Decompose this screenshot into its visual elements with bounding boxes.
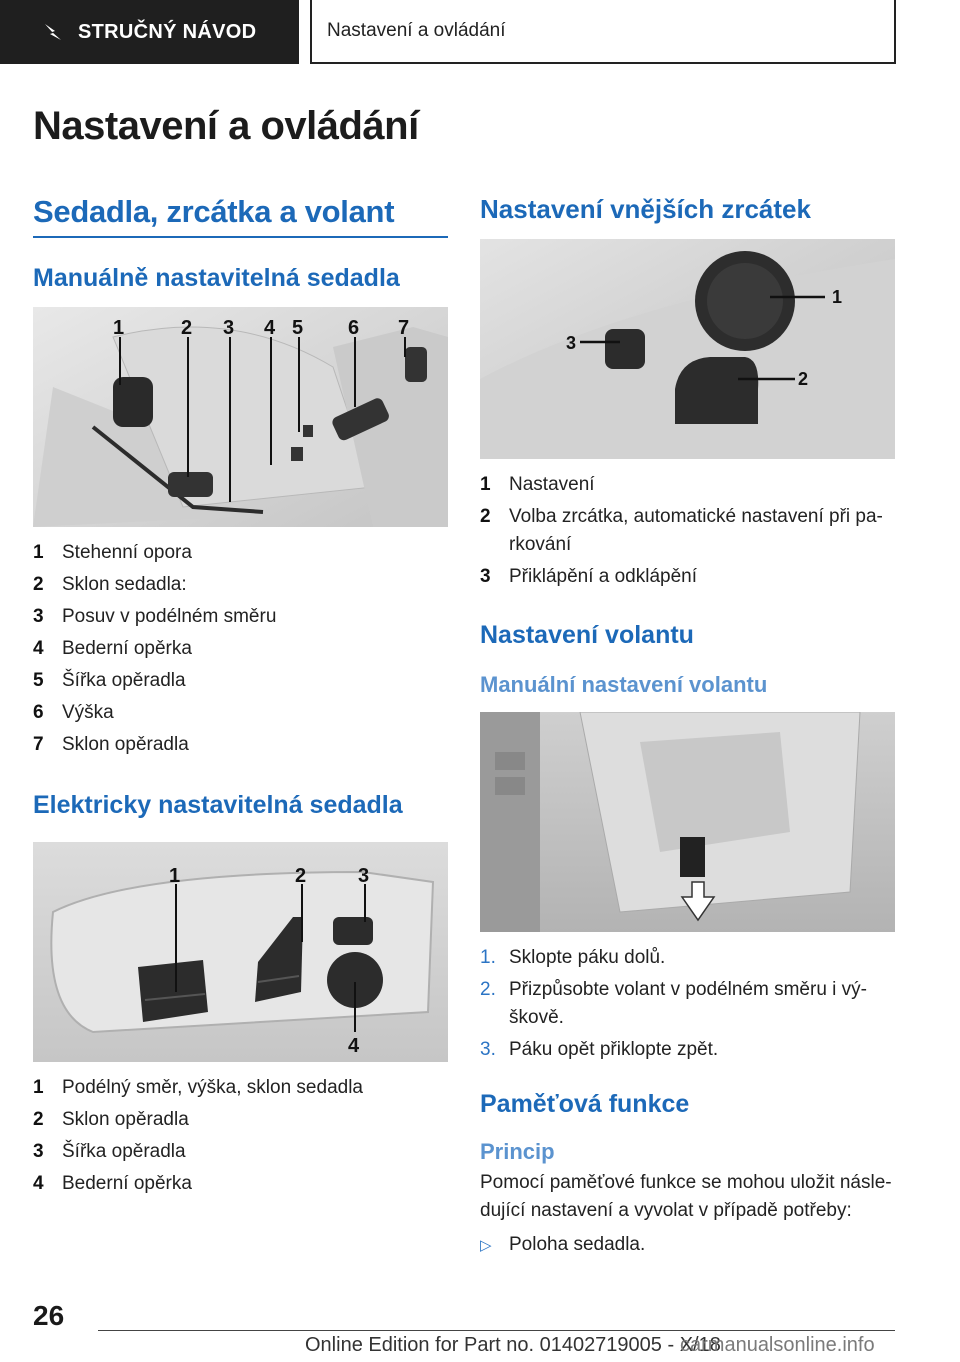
lightning-bolt-icon xyxy=(42,21,64,43)
footer-rule xyxy=(98,1330,895,1331)
electric-seats-title: Elektricky nastavitelná sedadla xyxy=(33,791,403,819)
list-item: 4 Bederní opěrka xyxy=(33,638,192,659)
step-item: 3. Páku opět přiklopte zpět. xyxy=(480,1039,719,1060)
callout-label: 6 xyxy=(348,317,360,339)
callout-label: 3 xyxy=(223,317,235,339)
callout-label: 5 xyxy=(292,317,304,339)
mirrors-title: Nastavení vnějších zrcátek xyxy=(480,194,811,224)
callout-label: 1 xyxy=(832,287,843,307)
list-item: 2 Sklon opěradla xyxy=(33,1109,189,1130)
manual-seat-callouts xyxy=(33,307,448,527)
mirror-legend xyxy=(480,471,895,591)
mirror-callouts xyxy=(480,239,895,459)
page-number: 26 xyxy=(33,1300,65,1331)
memory-title: Paměťová funkce xyxy=(480,1090,690,1118)
memory-bullet: ▷ Poloha sedadla. xyxy=(480,1231,895,1260)
memory-subtitle: Princip xyxy=(480,1139,555,1164)
left-column xyxy=(33,190,448,1202)
callout-label: 1 xyxy=(169,865,181,887)
step-item: 2. Přizpůsobte volant v podélném směru i vý-škově. xyxy=(480,979,867,1028)
list-item: 5 Šířka opěradla xyxy=(33,670,186,691)
step-item: 1. Sklopte páku dolů. xyxy=(480,947,666,968)
list-item: 4 Bederní opěrka xyxy=(33,1173,192,1194)
callout-label: 4 xyxy=(264,317,276,339)
mirror-control-figure xyxy=(480,239,895,459)
electric-seat-callouts xyxy=(33,842,448,1062)
list-item: 2 Sklon sedadla: xyxy=(33,574,187,595)
list-item: 3 Šířka opěradla xyxy=(33,1141,186,1162)
header-tab-label: STRUČNÝ NÁVOD xyxy=(78,20,257,43)
callout-label: 3 xyxy=(566,333,577,353)
steering-title: Nastavení volantu xyxy=(480,621,694,649)
edition-text: Online Edition for Part no. 01402719005 - X/18 xyxy=(305,1334,721,1356)
list-item: 7 Sklon opěradla xyxy=(33,734,189,755)
callout-label: 2 xyxy=(798,369,809,389)
manual-seat-legend xyxy=(33,539,448,759)
electric-seat-legend xyxy=(33,1074,448,1198)
callout-label: 2 xyxy=(181,317,193,339)
electric-seat-figure xyxy=(33,842,448,1062)
memory-paragraph: Pomocí paměťové funkce se mohou uložit násle-dující nastavení a vyvolat v případě potřeby: xyxy=(480,1172,892,1221)
manual-seat-figure xyxy=(33,307,448,527)
manual-seats-title: Manuálně nastavitelná sedadla xyxy=(33,264,400,292)
breadcrumb: Nastavení a ovládání xyxy=(310,0,896,64)
section-title: Sedadla, zrcátka a volant xyxy=(33,194,395,229)
watermark: carmanualsonline.info xyxy=(680,1334,875,1356)
callout-label: 1 xyxy=(113,317,125,339)
right-column xyxy=(480,190,895,1260)
list-item: 2 Volba zrcátka, automatické nastavení při pa-rkování xyxy=(480,506,883,555)
list-item: 3 Přiklápění a odklápění xyxy=(480,566,698,587)
list-item: 6 Výška xyxy=(33,702,114,723)
callout-label: 2 xyxy=(295,865,307,887)
page-title: Nastavení a ovládání xyxy=(33,104,419,148)
section-rule xyxy=(33,236,448,238)
list-item: 3 Posuv v podélném směru xyxy=(33,606,277,627)
list-item: 1 Nastavení xyxy=(480,474,595,495)
callout-label: 4 xyxy=(348,1035,360,1057)
triangle-right-icon: ▷ xyxy=(480,1237,492,1254)
steering-steps xyxy=(480,944,895,1064)
header-tab[interactable] xyxy=(0,0,299,64)
list-item: 1 Stehenní opora xyxy=(33,542,192,563)
list-item: 1 Podélný směr, výška, sklon sedadla xyxy=(33,1077,363,1098)
callout-label: 7 xyxy=(398,317,410,339)
callout-label: 3 xyxy=(358,865,370,887)
steering-figure xyxy=(480,712,895,932)
steering-subtitle: Manuální nastavení volantu xyxy=(480,672,768,697)
